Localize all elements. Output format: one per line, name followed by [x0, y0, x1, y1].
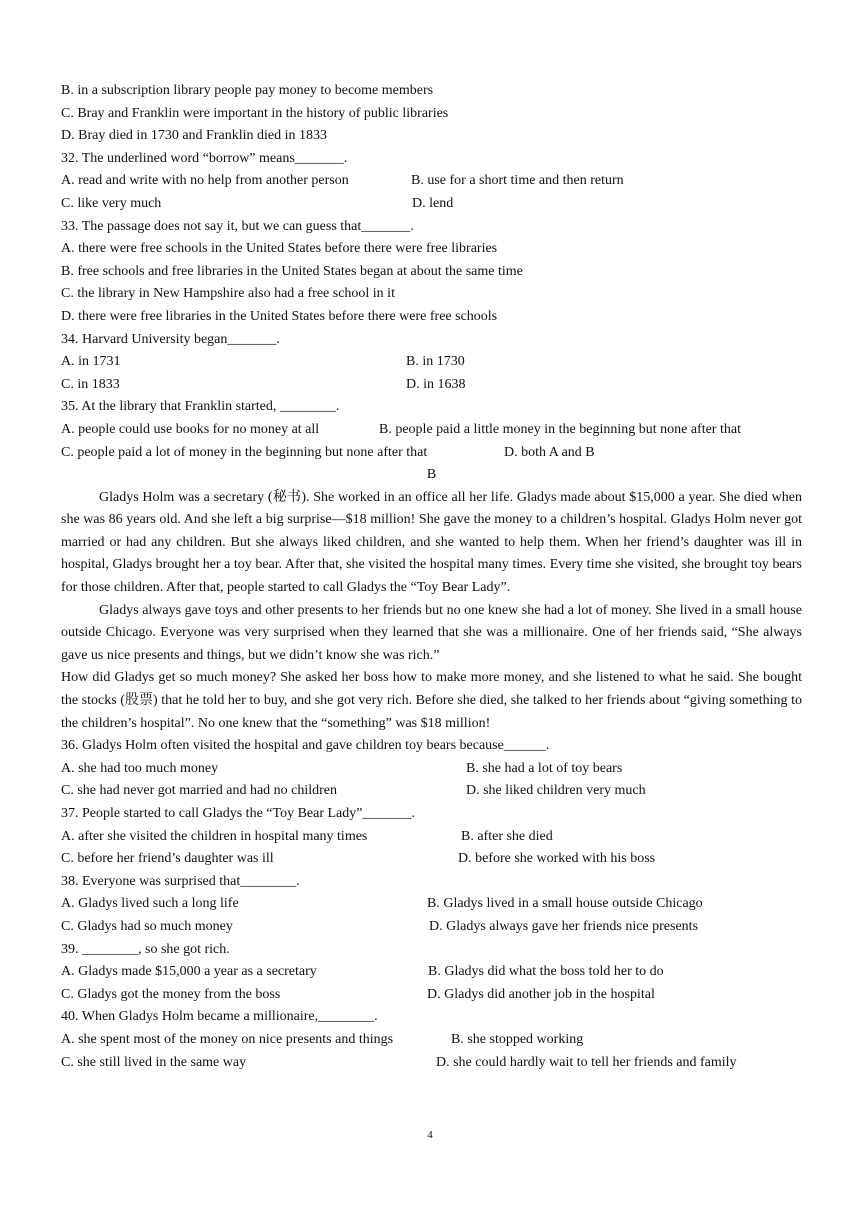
- q37-options-row2: [61, 848, 802, 871]
- q37-stem: 37. People started to call Gladys the “Toy Bear Lady”_______.: [61, 806, 415, 821]
- q33-stem: 33. The passage does not say it, but we can guess that_______.: [61, 218, 414, 234]
- q36-option-b: B. she had a lot of toy bears: [466, 760, 623, 776]
- q36-option-a: A. she had too much money: [61, 760, 219, 776]
- q40-options-row2: [61, 1052, 802, 1075]
- q40-option-d: D. she could hardly wait to tell her friends and family: [436, 1054, 737, 1070]
- q32-option-c: C. like very much: [61, 195, 162, 211]
- q33-option-a: A. there were free schools in the United States before there were free libraries: [61, 241, 498, 257]
- q37-option-c: C. before her friend’s daughter was ill: [61, 851, 274, 867]
- q36-stem: 36. Gladys Holm often visited the hospital and gave children toy bears because______.: [61, 738, 550, 754]
- q36-options-row1: [61, 758, 802, 781]
- section-b-title: B: [426, 467, 437, 483]
- q35-option-b: B. people paid a little money in the beginning but none after that: [379, 421, 741, 437]
- q39-option-d: D. Gladys did another job in the hospital: [427, 986, 655, 1002]
- q40-options-row1: [61, 1029, 802, 1052]
- q36-options-row2: [61, 780, 802, 803]
- q34-option-a: A. in 1731: [61, 354, 121, 370]
- q37-option-a: A. after she visited the children in hospital many times: [61, 828, 368, 844]
- q38-option-d: D. Gladys always gave her friends nice presents: [429, 918, 699, 934]
- q38-options-row2: [61, 916, 802, 939]
- passage-paragraph-1: Gladys Holm was a secretary (秘书). She worked in an office all her life. Gladys made about $15,000 a year. She died when she was 86 years old. And she left a big surprise—$18 million! She gave the money to a children’s hospital. Gladys Holm never got married or had any children. But she always liked children, and she wanted to help them. When her friend’s daughter was ill in hospital, Gladys brought her a toy bear. After that, she visited the hospital many times. Every time she visited, she brought toy bears for those children. After that, people started to call Gladys the “Toy Bear Lady”.: [61, 489, 802, 596]
- q38-option-b: B. Gladys lived in a small house outside Chicago: [427, 896, 703, 912]
- q35-stem: 35. At the library that Franklin started, ________.: [61, 399, 340, 415]
- q32-option-d: D. lend: [412, 195, 454, 211]
- q36-option-c: C. she had never got married and had no children: [61, 783, 338, 799]
- q33-option-c: C. the library in New Hampshire also had a free school in it: [61, 286, 395, 302]
- q38-option-c: C. Gladys had so much money: [61, 918, 233, 934]
- q37-option-b: B. after she died: [461, 828, 553, 844]
- q34-options-row1: [61, 351, 802, 374]
- q37-options-row1: [61, 826, 802, 849]
- q32-option-b: B. use for a short time and then return: [411, 173, 624, 189]
- document-page: [61, 80, 802, 1074]
- q39-options-row2: [61, 984, 802, 1007]
- q34-option-b: B. in 1730: [406, 354, 465, 370]
- q31-option-d: D. Bray died in 1730 and Franklin died in 1833: [61, 128, 327, 144]
- q32-options-row2: [61, 193, 802, 216]
- q32-option-a: A. read and write with no help from another person: [61, 173, 349, 189]
- page-number: 4: [427, 1129, 433, 1141]
- q35-option-d: D. both A and B: [504, 444, 595, 460]
- q35-option-c: C. people paid a lot of money in the beginning but none after that: [61, 444, 428, 460]
- q40-stem: 40. When Gladys Holm became a millionaire,________.: [61, 1009, 378, 1025]
- q31-option-c: C. Bray and Franklin were important in the history of public libraries: [61, 105, 449, 121]
- q39-option-c: C. Gladys got the money from the boss: [61, 986, 281, 1002]
- q32-stem: 32. The underlined word “borrow” means_______.: [61, 150, 348, 166]
- q31-option-b: B. in a subscription library people pay money to become members: [61, 83, 434, 98]
- q35-option-a: A. people could use books for no money at all: [61, 421, 320, 437]
- q40-option-a: A. she spent most of the money on nice presents and things: [61, 1031, 394, 1047]
- q36-option-d: D. she liked children very much: [466, 783, 646, 799]
- q34-stem: 34. Harvard University began_______.: [61, 331, 280, 347]
- q35-options-row2: [61, 442, 802, 465]
- q39-option-a: A. Gladys made $15,000 a year as a secretary: [61, 964, 317, 980]
- q38-stem: 38. Everyone was surprised that________.: [61, 873, 300, 889]
- q37-option-d: D. before she worked with his boss: [458, 851, 656, 867]
- q39-option-b: B. Gladys did what the boss told her to do: [428, 964, 664, 980]
- q35-options-row1: [61, 419, 802, 442]
- q39-options-row1: [61, 961, 802, 984]
- q34-option-c: C. in 1833: [61, 376, 120, 392]
- passage-paragraph-2: Gladys always gave toys and other presents to her friends but no one knew she had a lot of money. She lived in a small house outside Chicago. Everyone was very surprised when they learned that she was a millionaire. One of her friends said, “She always gave us nice presents and things, but we didn’t know she was rich.”: [61, 602, 802, 663]
- passage-paragraph-3: How did Gladys get so much money? She asked her boss how to make more money, and she listened to what he said. She bought the stocks (股票) that he told her to buy, and she got very rich. Before she died, she talked to her friends about “giving something to the children’s hospital”. No one knew that the “something” was $18 million!: [61, 670, 802, 731]
- q34-options-row2: [61, 374, 802, 397]
- q39-stem: 39. ________, so she got rich.: [61, 941, 230, 957]
- q40-option-b: B. she stopped working: [451, 1031, 584, 1047]
- q34-option-d: D. in 1638: [406, 376, 466, 392]
- q38-option-a: A. Gladys lived such a long life: [61, 896, 239, 912]
- q33-option-b: B. free schools and free libraries in the United States began at about the same time: [61, 263, 523, 279]
- q32-options-row1: [61, 170, 802, 193]
- q40-option-c: C. she still lived in the same way: [61, 1054, 247, 1070]
- q38-options-row1: [61, 893, 802, 916]
- q33-option-d: D. there were free libraries in the United States before there were free schools: [61, 308, 498, 324]
